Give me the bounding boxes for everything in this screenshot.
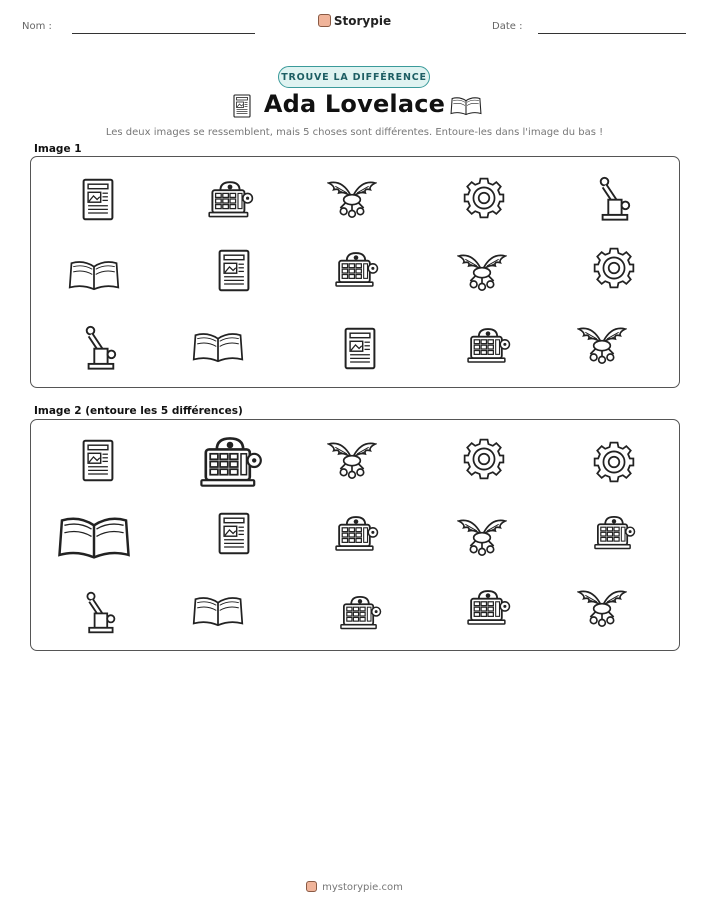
name-line[interactable]: [72, 33, 255, 34]
gear-icon[interactable]: [592, 440, 636, 484]
calculating-machine-icon: [333, 250, 379, 288]
brand-logo: [0, 14, 709, 28]
book-icon: [450, 95, 482, 117]
lever-icon: [595, 175, 633, 223]
flying-machine-icon[interactable]: [327, 439, 377, 481]
panel1-label: Image 1: [34, 143, 82, 155]
flying-machine-icon: [327, 178, 377, 220]
storypie-logo-icon: [318, 14, 331, 27]
calculating-machine-icon[interactable]: [338, 594, 382, 631]
find-difference-badge: TROUVE LA DIFFÉRENCE: [278, 66, 430, 88]
book-icon: [68, 258, 120, 293]
date-label: Date :: [492, 21, 523, 32]
gear-icon[interactable]: [462, 437, 506, 481]
newspaper-icon: [80, 177, 116, 222]
flying-machine-icon: [457, 251, 507, 293]
calculating-machine-icon[interactable]: [592, 514, 636, 551]
footer-url: mystorypie.com: [322, 882, 403, 893]
brand-name: Storypie: [333, 14, 392, 28]
book-icon[interactable]: [192, 594, 244, 629]
footer: [0, 881, 709, 893]
calculating-machine-icon[interactable]: [465, 588, 511, 626]
lever-icon: [81, 324, 119, 372]
flying-machine-icon[interactable]: [457, 516, 507, 558]
calculating-machine-icon[interactable]: [333, 514, 379, 552]
flying-machine-icon: [577, 324, 627, 366]
date-line[interactable]: [538, 33, 686, 34]
book-icon: [192, 330, 244, 365]
panel2-label: Image 2 (entoure les 5 différences): [34, 405, 243, 417]
newspaper-icon: [342, 326, 378, 371]
gear-icon: [592, 246, 636, 290]
flying-machine-icon[interactable]: [577, 587, 627, 629]
lever-icon[interactable]: [82, 590, 118, 635]
storypie-logo-icon: [306, 881, 317, 892]
newspaper-icon: [216, 248, 252, 293]
newspaper-icon[interactable]: [216, 511, 252, 556]
newspaper-icon[interactable]: [80, 438, 116, 483]
instructions: Les deux images se ressemblent, mais 5 choses sont différentes. Entoure-les dans l'image du bas !: [105, 127, 604, 138]
gear-icon: [462, 176, 506, 220]
name-label: Nom :: [22, 21, 52, 32]
book-icon[interactable]: [57, 513, 131, 562]
page-title: Ada Lovelace: [263, 90, 446, 118]
calculating-machine-icon: [206, 179, 254, 219]
calculating-machine-icon: [465, 326, 511, 364]
calculating-machine-icon[interactable]: [197, 434, 263, 489]
